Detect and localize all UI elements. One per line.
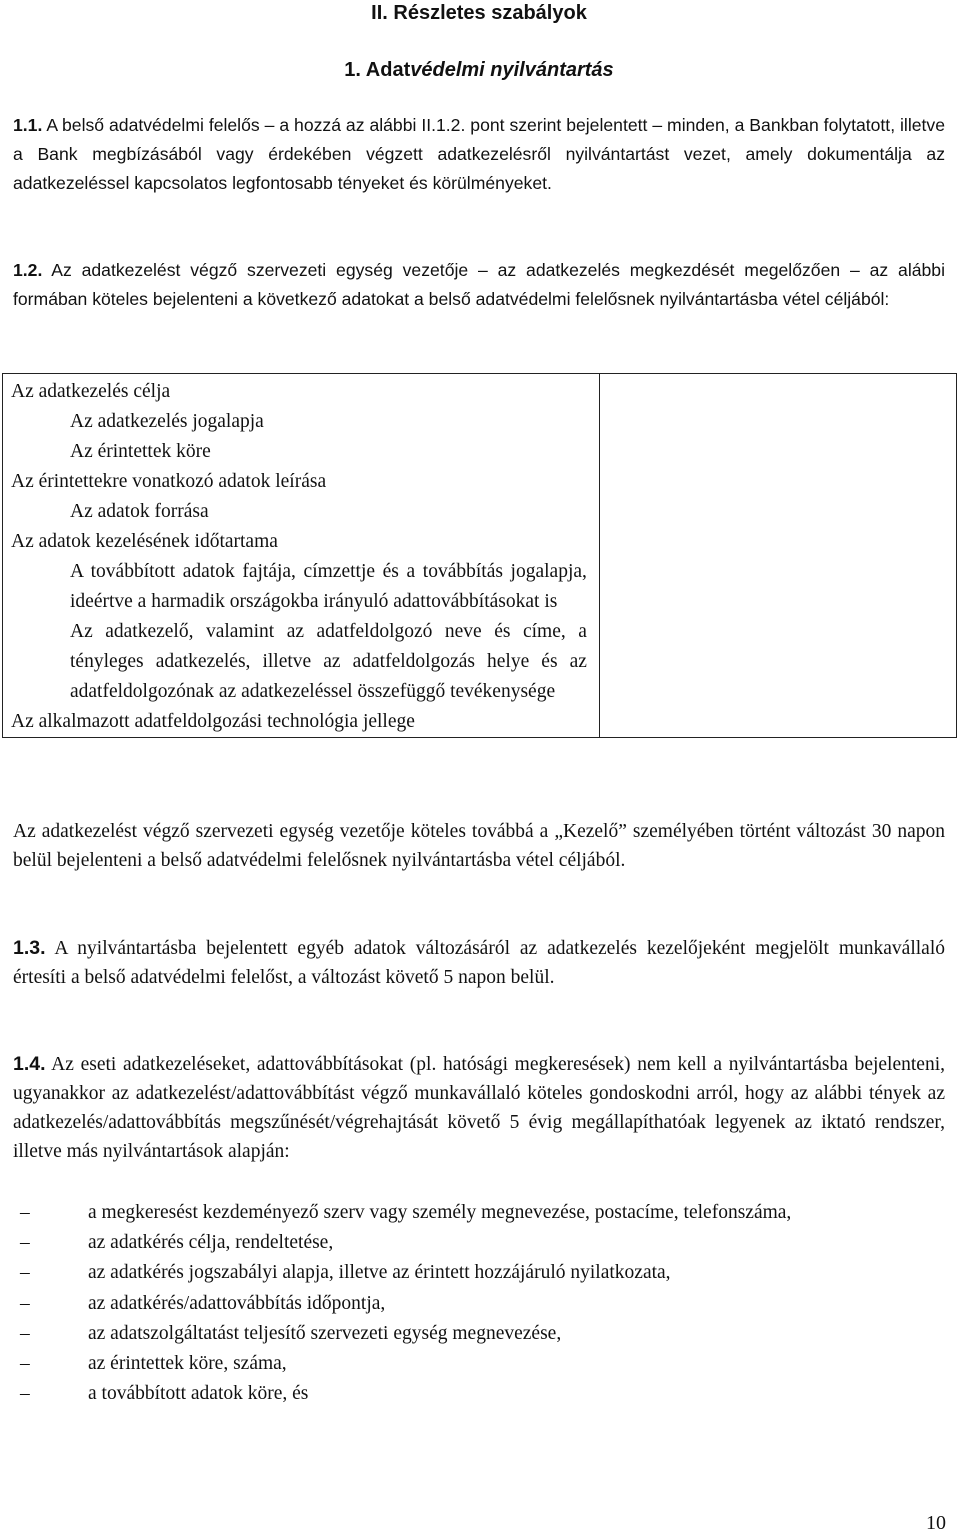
form-field-label: Az érintettek köre — [70, 441, 211, 462]
dash-bullet: – — [20, 1352, 30, 1374]
list-item — [13, 1319, 945, 1348]
list-item-text: a továbbított adatok köre, és — [88, 1383, 309, 1405]
list-item-text: az adatkérés/adattovábbítás időpontja, — [88, 1292, 386, 1314]
page-number: 10 — [926, 1512, 946, 1534]
list-item-text: az adatszolgáltatást teljesítő szervezeti egység megnevezése, — [88, 1322, 562, 1344]
list-item — [13, 1349, 945, 1378]
paragraph-text: Az adatkezelést végző szervezeti egység vezetője köteles továbbá a „Kezelő” személyében történt változást 30 napon belül bejelenteni a belső adatvédelmi felelősnek nyilvántartásba vétel céljából. — [13, 821, 945, 871]
dash-bullet: – — [20, 1383, 30, 1405]
paragraph-text: Az adatkezelést végző szervezeti egység vezetője – az adatkezelés megkezdését megelőzően – az alábbi formában köteles bejelenteni a következő adatokat a belső adatvédelmi felelősnek nyilvántartásba vétel céljából: — [13, 260, 945, 309]
dash-bullet: – — [20, 1262, 30, 1284]
list-item-text: az érintettek köre, száma, — [88, 1352, 287, 1374]
form-field-label: Az adatkezelés jogalapja — [70, 411, 264, 432]
subsection-title — [13, 57, 945, 83]
subsection-title-part2: védelmi nyilvántartás — [410, 59, 614, 81]
list-item-text: az adatkérés célja, rendeltetése, — [88, 1232, 334, 1254]
paragraph-number: 1.1. — [13, 115, 43, 135]
paragraph-text: Az eseti adatkezeléseket, adattovábbításokat (pl. hatósági megkeresések) nem kell a nyilvántartásba bejelenteni, ugyanakkor az adatkezelést/adattovábbítást végző munkavállaló köteles gondoskodni arról, hogy az alábbi tények az adatkezelés/adattovábbítás megszűnését/végrehajtását követő 5 évig megállapíthatóak legyenek az iktató rendszer, illetve más nyilvántartások alapján: — [13, 1054, 945, 1162]
list-item — [13, 1228, 945, 1257]
form-field-label: Az adatkezelő, valamint az adatfeldolgozó neve és címe, a tényleges adatkezelés, illetve az adatfeldolgozás helye és az adatfeldolgozónak az adatkezeléssel összefüggő tevékenysége — [70, 621, 587, 702]
form-field-list — [11, 377, 587, 737]
dash-bullet: – — [20, 1202, 30, 1223]
paragraph-1-3 — [13, 934, 945, 992]
list-item — [13, 1379, 945, 1408]
dash-bullet: – — [20, 1292, 30, 1314]
table-row — [3, 374, 957, 738]
subsection-number: 1. — [344, 59, 366, 81]
form-field-label: Az adatok forrása — [70, 501, 209, 522]
form-field-label: Az adatkezelés célja — [11, 381, 171, 402]
dash-list — [13, 1198, 945, 1409]
section-title-text: II. Részletes szabályok — [371, 2, 587, 24]
paragraph-number: 1.3. — [13, 937, 46, 959]
form-field-label: Az alkalmazott adatfeldolgozási technológia jellege — [11, 711, 415, 732]
form-fields-column — [3, 374, 600, 738]
list-item — [13, 1258, 945, 1287]
paragraph-text: A belső adatvédelmi felelős – a hozzá az alábbi II.1.2. pont szerint bejelentett – minden, a Bankban folytatott, illetve a Bank megbízásából vagy érdekében végzett adatkezelésről nyilvántartást vezet, amely dokumentálja az adatkezeléssel kapcsolatos legfontosabb tényeket és körülményeket. — [13, 115, 945, 193]
section-title — [13, 0, 945, 26]
paragraph-number: 1.2. — [13, 260, 43, 280]
paragraph-1-1 — [13, 111, 945, 198]
form-field-label: A továbbított adatok fajtája, címzettje és a továbbítás jogalapja, ideértve a harmadik országokba irányuló adattovábbításokat is — [70, 561, 587, 612]
form-field-label: Az érintettekre vonatkozó adatok leírása — [11, 471, 327, 492]
list-item — [13, 1289, 945, 1318]
list-item — [13, 1198, 945, 1227]
registration-form-table — [2, 373, 957, 738]
list-item-text: az adatkérés jogszabályi alapja, illetve az érintett hozzájáruló nyilatkozata, — [88, 1262, 671, 1284]
paragraph-change-notice — [13, 817, 945, 875]
subsection-title-part1: Adat — [365, 59, 411, 81]
paragraph-1-4 — [13, 1050, 945, 1166]
paragraph-1-2 — [13, 256, 945, 314]
form-field-label: Az adatok kezelésének időtartama — [11, 531, 278, 552]
form-values-column — [599, 374, 956, 738]
dash-bullet: – — [20, 1232, 30, 1254]
list-item-text: a megkeresést kezdeményező szerv vagy személy megnevezése, postacíme, telefonszáma, — [88, 1202, 792, 1223]
paragraph-text: A nyilvántartásba bejelentett egyéb adatok változásáról az adatkezelés kezelőjeként megjelölt munkavállaló értesíti a belső adatvédelmi felelőst, a változást követő 5 napon belül. — [13, 938, 945, 988]
dash-bullet: – — [20, 1322, 30, 1344]
paragraph-number: 1.4. — [13, 1053, 46, 1075]
